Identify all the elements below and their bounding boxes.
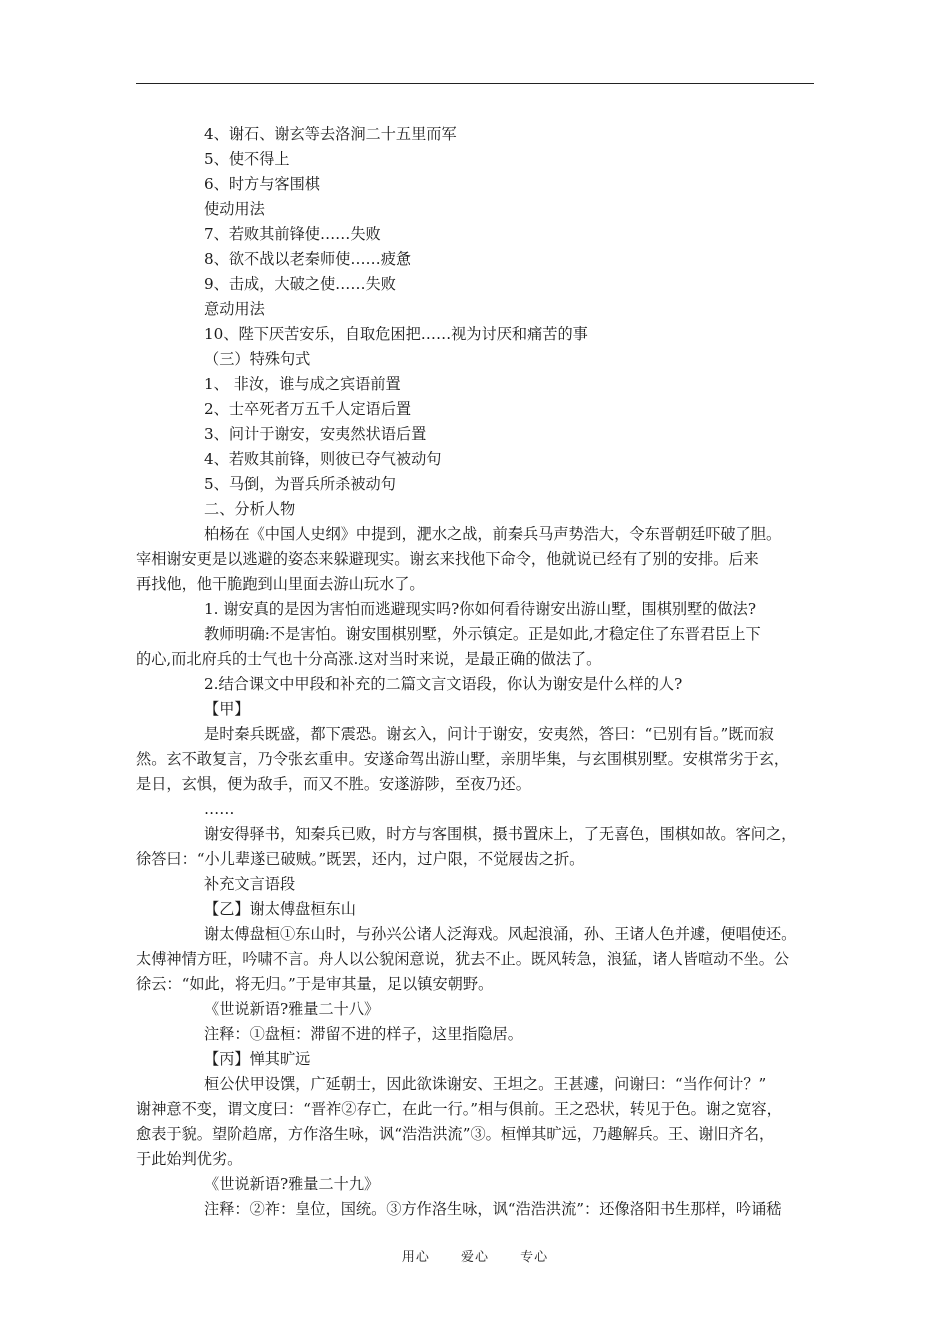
- footer-text: 爱心: [460, 1250, 489, 1265]
- annotation-line: 注释：①盘桓：滞留不进的样子，这里指隐居。: [204, 1025, 523, 1043]
- source-citation: 《世说新语?雅量二十八》: [204, 1000, 380, 1018]
- paragraph-line: 徐云：“如此，将无归。”于是审其量，足以镇安朝野。: [136, 975, 494, 993]
- paragraph-line: 愈表于貌。望阶趋席，方作洛生咏，讽“浩浩洪流”③。桓惮其旷远，乃趣解兵。王、谢旧齐名，: [136, 1125, 775, 1143]
- paragraph-line: 再找他，他干脆跑到山里面去游山玩水了。: [136, 575, 425, 593]
- text-line: 4、谢石、谢玄等去洛涧二十五里而军: [204, 125, 457, 143]
- paragraph-line: 桓公伏甲设馔，广延朝士，因此欲诛谢安、王坦之。王甚遽，问谢曰：“当作何计？”: [204, 1075, 767, 1093]
- paragraph-line: 然。玄不敢复言，乃令张玄重申。安遂命驾出游山墅，亲朋毕集，与玄围棋别墅。安棋常劣于玄，: [136, 750, 790, 768]
- page-footer: [0, 1246, 950, 1265]
- paragraph-line: 教师明确:不是害怕。谢安围棋别墅，外示镇定。正是如此,才稳定住了东晋君臣上下: [204, 625, 761, 643]
- text-line: 7、若败其前锋使……失败: [204, 225, 381, 243]
- passage-label: 【甲】: [204, 700, 250, 718]
- paragraph-line: 是时秦兵既盛，都下震恐。谢玄入，问计于谢安，安夷然，答曰：“已别有旨。”既而寂: [204, 725, 774, 743]
- ellipsis-line: ……: [204, 800, 235, 818]
- question-line: 1. 谢安真的是因为害怕而逃避现实吗?你如何看待谢安出游山墅，围棋别墅的做法?: [204, 600, 756, 618]
- source-citation: 《世说新语?雅量二十九》: [204, 1175, 380, 1193]
- annotation-line: 注释：②祚：皇位，国统。③方作洛生咏，讽“浩浩洪流”：还像洛阳书生那样，吟诵嵇: [204, 1200, 782, 1218]
- question-line: 2.结合课文中甲段和补充的二篇文言文语段，你认为谢安是什么样的人?: [204, 675, 683, 693]
- passage-label: 【丙】惮其旷远: [204, 1050, 311, 1068]
- section-heading: 意动用法: [204, 300, 265, 318]
- text-line: 8、欲不战以老秦师使……疲惫: [204, 250, 412, 268]
- section-heading: （三）特殊句式: [204, 350, 311, 368]
- section-heading: 二、分析人物: [204, 500, 296, 518]
- text-line: 2、士卒死者万五千人定语后置: [204, 400, 412, 418]
- section-heading: 补充文言语段: [204, 875, 296, 893]
- paragraph-line: 的心,而北府兵的士气也十分高涨.这对当时来说，是最正确的做法了。: [136, 650, 602, 668]
- paragraph-line: 宰相谢安更是以逃避的姿态来躲避现实。谢玄来找他下命令，他就说已经有了别的安排。后来: [136, 550, 759, 568]
- document-body: [136, 122, 816, 1222]
- footer-text: 专心: [520, 1250, 549, 1265]
- text-line: 5、使不得上: [204, 150, 290, 168]
- paragraph-line: 太傅神情方旺，吟啸不言。舟人以公貌闲意说，犹去不止。既风转急，浪猛，诸人皆喧动不坐。公: [136, 950, 790, 968]
- paragraph-line: 柏杨在《中国人史纲》中提到，淝水之战，前秦兵马声势浩大，令东晋朝廷吓破了胆。: [204, 525, 782, 543]
- section-heading: 使动用法: [204, 200, 265, 218]
- text-line: 1、 非汝，谁与成之宾语前置: [204, 375, 401, 393]
- footer-text: 用心: [401, 1250, 430, 1265]
- paragraph-line: 是日，玄惧，便为敌手，而又不胜。安遂游陟，至夜乃还。: [136, 775, 531, 793]
- header-rule: [136, 83, 814, 84]
- paragraph-line: 于此始判优劣。: [136, 1150, 243, 1168]
- paragraph-line: 谢安得驿书，知秦兵已败，时方与客围棋，摄书置床上，了无喜色，围棋如故。客问之，: [204, 825, 797, 843]
- paragraph-line: 徐答曰：“小儿辈遂已破贼。”既罢，还内，过户限，不觉屐齿之折。: [136, 850, 585, 868]
- text-line: 5、马倒，为晋兵所杀被动句: [204, 475, 396, 493]
- passage-label: 【乙】谢太傅盘桓东山: [204, 900, 356, 918]
- text-line: 3、问计于谢安，安夷然状语后置: [204, 425, 427, 443]
- text-line: 4、若败其前锋，则彼已夺气被动句: [204, 450, 442, 468]
- text-line: 9、击成，大破之使……失败: [204, 275, 396, 293]
- paragraph-line: 谢太傅盘桓①东山时，与孙兴公诸人泛海戏。风起浪涌，孙、王诸人色并遽，便唱使还。: [204, 925, 797, 943]
- text-line: 6、时方与客围棋: [204, 175, 320, 193]
- paragraph-line: 谢神意不变，谓文度曰：“晋祚②存亡，在此一行。”相与俱前。王之恐状，转见于色。谢之宽容，: [136, 1100, 782, 1118]
- text-line: 10、陛下厌苦安乐，自取危困把……视为讨厌和痛苦的事: [204, 325, 588, 343]
